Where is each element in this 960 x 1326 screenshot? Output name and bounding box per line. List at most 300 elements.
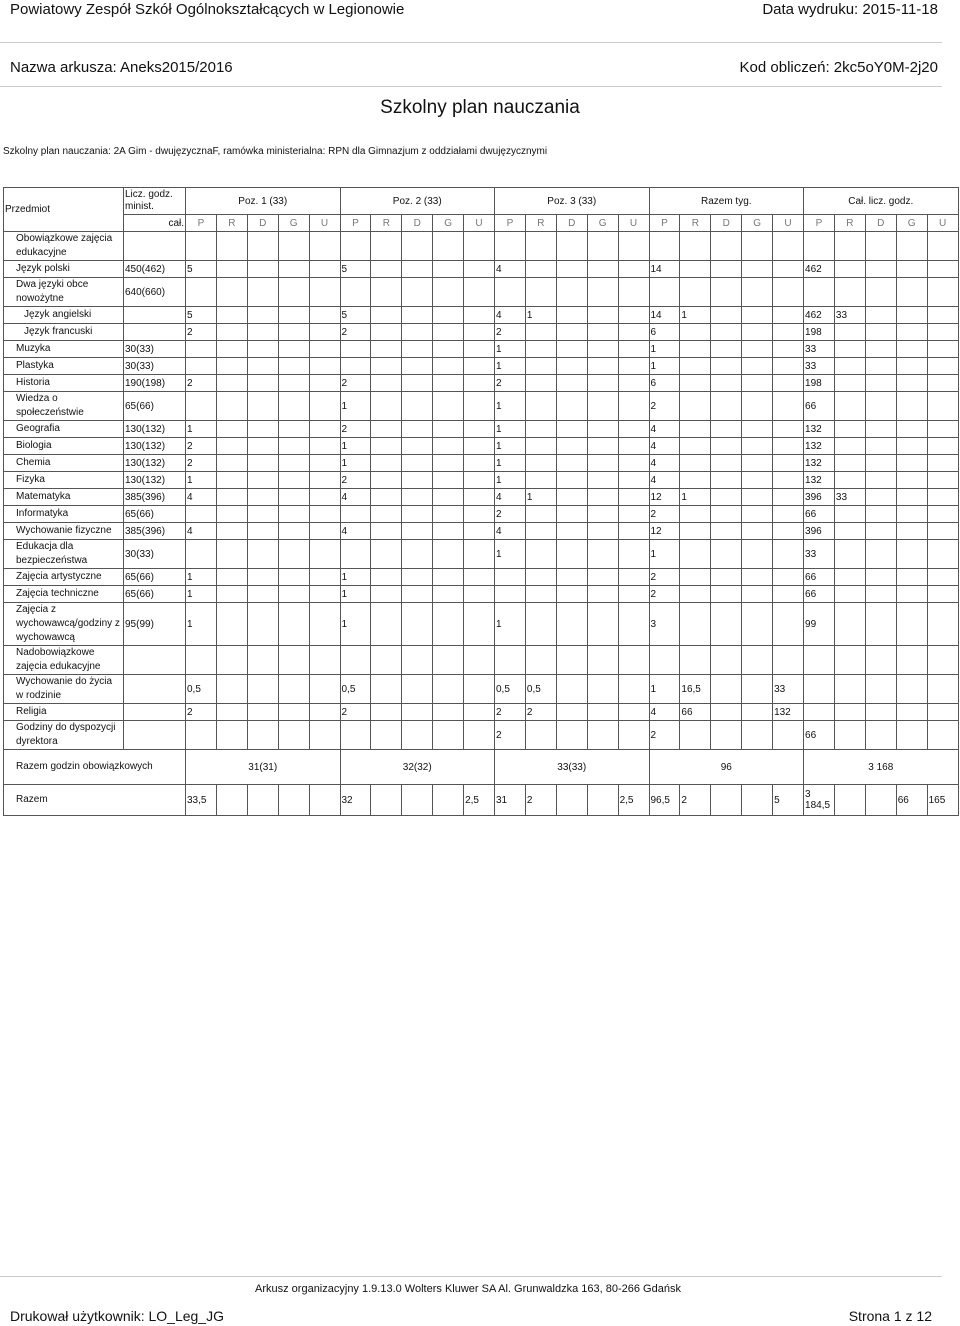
value-cell [525,506,556,523]
value-cell [464,675,495,704]
value-cell [464,489,495,506]
value-cell [773,341,804,358]
table-row [4,261,959,278]
value-cell [680,603,711,646]
value-cell [402,341,433,358]
value-cell [278,540,309,569]
value-cell: 5 [186,307,217,324]
value-cell [711,392,742,421]
value-cell [927,341,958,358]
subject-hours: 65(66) [124,506,186,523]
value-cell [896,704,927,721]
value-cell: 4 [495,523,526,540]
header-subcol: P [495,215,526,232]
value-cell: 132 [804,472,835,489]
header-group: Razem tyg. [649,188,804,215]
table-row [4,540,959,569]
value-cell [927,438,958,455]
razem-cell [834,785,865,816]
value-cell: 1 [649,358,680,375]
value-cell [618,489,649,506]
value-cell [865,675,896,704]
summary-p1: 31(31) [186,750,341,785]
table-row [4,358,959,375]
value-cell [464,261,495,278]
value-cell [371,472,402,489]
value-cell [927,704,958,721]
value-cell [309,261,340,278]
value-cell [834,603,865,646]
value-cell [587,261,618,278]
value-cell [927,586,958,603]
value-cell [711,455,742,472]
value-cell [371,324,402,341]
value-cell: 1 [186,472,217,489]
value-cell [587,472,618,489]
value-cell [525,646,556,675]
sheet-name: Nazwa arkusza: Aneks2015/2016 [10,59,233,76]
subject-hours: 30(33) [124,540,186,569]
value-cell: 1 [649,675,680,704]
value-cell [896,523,927,540]
value-cell [247,603,278,646]
value-cell [834,232,865,261]
value-cell [495,646,526,675]
header-subcol: D [711,215,742,232]
value-cell [278,603,309,646]
value-cell [587,455,618,472]
value-cell: 1 [340,603,371,646]
value-cell [742,358,773,375]
value-cell [525,232,556,261]
value-cell: 1 [525,489,556,506]
value-cell [927,523,958,540]
value-cell [340,278,371,307]
value-cell [927,506,958,523]
table-body [4,232,959,816]
value-cell [309,438,340,455]
value-cell [247,324,278,341]
value-cell [865,261,896,278]
subject-hours: 65(66) [124,569,186,586]
value-cell [433,472,464,489]
value-cell: 2 [340,704,371,721]
value-cell [216,489,247,506]
value-cell [773,392,804,421]
value-cell [433,523,464,540]
value-cell [834,261,865,278]
subject-hours [124,646,186,675]
value-cell: 1 [495,358,526,375]
header-group: Poz. 1 (33) [186,188,341,215]
value-cell [278,392,309,421]
value-cell [433,506,464,523]
page-number: Strona 1 z 12 [848,1308,932,1324]
value-cell [525,261,556,278]
value-cell [340,646,371,675]
value-cell [433,438,464,455]
value-cell [247,341,278,358]
value-cell [927,472,958,489]
value-cell: 1 [495,603,526,646]
table-row [4,472,959,489]
razem-cell [309,785,340,816]
value-cell [247,232,278,261]
value-cell [618,341,649,358]
value-cell [464,540,495,569]
value-cell [402,455,433,472]
value-cell [711,506,742,523]
value-cell [742,523,773,540]
value-cell [525,586,556,603]
value-cell: 33 [773,675,804,704]
table-row [4,392,959,421]
value-cell [371,341,402,358]
value-cell [587,586,618,603]
table-header [4,188,959,232]
value-cell [680,358,711,375]
value-cell [742,232,773,261]
subject-hours: 130(132) [124,438,186,455]
value-cell [464,375,495,392]
value-cell [680,646,711,675]
value-cell [433,324,464,341]
value-cell [216,232,247,261]
value-cell: 66 [804,506,835,523]
value-cell [834,324,865,341]
value-cell [186,358,217,375]
value-cell [773,472,804,489]
value-cell [309,586,340,603]
value-cell [278,704,309,721]
value-cell [433,489,464,506]
value-cell: 2 [186,375,217,392]
value-cell [556,540,587,569]
value-cell [587,341,618,358]
value-cell: 33 [804,358,835,375]
value-cell [680,392,711,421]
value-cell [402,232,433,261]
value-cell: 2 [186,704,217,721]
value-cell [834,278,865,307]
subject-hours: 130(132) [124,421,186,438]
value-cell [309,392,340,421]
value-cell: 6 [649,324,680,341]
value-cell [309,603,340,646]
value-cell [309,278,340,307]
table-row [4,586,959,603]
value-cell [834,675,865,704]
value-cell: 5 [186,261,217,278]
value-cell [773,307,804,324]
value-cell: 33 [834,307,865,324]
header-group: Cał. licz. godz. [804,188,959,215]
summary-total: 3 168 [804,750,959,785]
razem-cell: 33,5 [186,785,217,816]
subject-hours [124,324,186,341]
value-cell [402,523,433,540]
value-cell [247,421,278,438]
table-row [4,675,959,704]
value-cell: 1 [340,586,371,603]
value-cell [711,232,742,261]
value-cell [834,455,865,472]
value-cell [216,421,247,438]
value-cell: 1 [186,421,217,438]
razem-cell: 31 [495,785,526,816]
value-cell [247,358,278,375]
subject-name: Zajęcia z wychowawcą/godziny z wychowawcą [4,603,124,646]
subject-hours: 130(132) [124,472,186,489]
value-cell [247,278,278,307]
value-cell [618,358,649,375]
value-cell [742,646,773,675]
razem-cell [371,785,402,816]
value-cell [896,540,927,569]
value-cell [742,438,773,455]
value-cell: 1 [495,392,526,421]
value-cell [402,603,433,646]
value-cell [834,341,865,358]
value-cell [309,569,340,586]
razem-cell: 3 184,5 [804,785,835,816]
value-cell [865,489,896,506]
value-cell [896,421,927,438]
value-cell [587,421,618,438]
value-cell [402,392,433,421]
value-cell [711,341,742,358]
value-cell: 4 [340,523,371,540]
subject-name: Fizyka [4,472,124,489]
header-row-subcols [4,215,959,232]
value-cell [247,540,278,569]
summary-p3: 33(33) [495,750,650,785]
value-cell [247,506,278,523]
value-cell [680,472,711,489]
value-cell [278,261,309,278]
value-cell [247,586,278,603]
subject-hours [124,704,186,721]
value-cell [247,704,278,721]
value-cell: 2 [340,421,371,438]
value-cell [896,278,927,307]
value-cell [556,704,587,721]
value-cell [464,704,495,721]
value-cell [618,704,649,721]
value-cell [247,675,278,704]
value-cell [556,472,587,489]
value-cell [247,261,278,278]
razem-cell: 2 [525,785,556,816]
header-subcol: U [464,215,495,232]
table-row [4,646,959,675]
value-cell [804,646,835,675]
value-cell [649,278,680,307]
value-cell [618,392,649,421]
value-cell [340,721,371,750]
razem-cell: 32 [340,785,371,816]
value-cell [464,506,495,523]
value-cell: 1 [649,540,680,569]
value-cell [618,438,649,455]
value-cell [309,307,340,324]
value-cell [464,278,495,307]
value-cell: 66 [804,569,835,586]
subject-name: Nadobowiązkowe zajęcia edukacyjne [4,646,124,675]
table-row [4,721,959,750]
razem-cell [247,785,278,816]
value-cell [525,438,556,455]
value-cell: 1 [340,392,371,421]
value-cell [278,358,309,375]
value-cell [371,307,402,324]
value-cell [525,540,556,569]
value-cell: 0,5 [186,675,217,704]
razem-cell: 2,5 [618,785,649,816]
value-cell [247,375,278,392]
value-cell [371,261,402,278]
subject-hours [124,307,186,324]
value-cell [896,392,927,421]
value-cell: 462 [804,307,835,324]
value-cell: 4 [495,261,526,278]
value-cell [742,421,773,438]
value-cell [896,506,927,523]
value-cell [433,358,464,375]
value-cell [402,324,433,341]
value-cell [371,704,402,721]
value-cell [680,278,711,307]
value-cell [309,704,340,721]
value-cell [773,455,804,472]
value-cell [865,523,896,540]
subject-name: Język polski [4,261,124,278]
header-subcol: D [247,215,278,232]
value-cell: 2 [495,506,526,523]
value-cell [216,278,247,307]
table-row [4,278,959,307]
value-cell [927,324,958,341]
value-cell [525,421,556,438]
value-cell [618,523,649,540]
value-cell: 198 [804,324,835,341]
value-cell: 132 [773,704,804,721]
value-cell [216,261,247,278]
value-cell [834,472,865,489]
value-cell [556,421,587,438]
value-cell [711,261,742,278]
value-cell [587,375,618,392]
value-cell [309,232,340,261]
header-subcol: G [896,215,927,232]
value-cell [216,675,247,704]
table-row [4,603,959,646]
value-cell [587,569,618,586]
razem-cell [402,785,433,816]
value-cell: 2 [340,375,371,392]
subject-name: Dwa języki obce nowożytne [4,278,124,307]
value-cell [464,438,495,455]
subject-hours: 30(33) [124,341,186,358]
value-cell [804,675,835,704]
value-cell [186,232,217,261]
value-cell [433,540,464,569]
value-cell [680,438,711,455]
value-cell [247,438,278,455]
value-cell [865,392,896,421]
table-row [4,421,959,438]
value-cell [896,455,927,472]
value-cell [525,375,556,392]
value-cell [556,586,587,603]
sheet-header [10,59,938,76]
value-cell [402,375,433,392]
value-cell [340,506,371,523]
value-cell [587,704,618,721]
value-cell [525,278,556,307]
value-cell [742,721,773,750]
value-cell [371,523,402,540]
value-cell [927,232,958,261]
value-cell: 4 [495,307,526,324]
value-cell [618,455,649,472]
value-cell: 4 [649,704,680,721]
value-cell: 0,5 [525,675,556,704]
value-cell [278,341,309,358]
value-cell [742,472,773,489]
value-cell: 2 [340,324,371,341]
header-subcol: P [186,215,217,232]
header-subcol: U [309,215,340,232]
value-cell [340,341,371,358]
value-cell [464,358,495,375]
value-cell [309,375,340,392]
value-cell [896,324,927,341]
value-cell: 66 [680,704,711,721]
value-cell [556,569,587,586]
header-subcol: R [216,215,247,232]
value-cell: 5 [340,261,371,278]
value-cell [278,721,309,750]
value-cell [742,392,773,421]
value-cell [247,569,278,586]
value-cell [742,675,773,704]
value-cell: 4 [649,472,680,489]
value-cell [618,472,649,489]
value-cell [834,375,865,392]
value-cell [433,232,464,261]
value-cell [927,646,958,675]
subject-name: Godziny do dyspozycji dyrektora [4,721,124,750]
value-cell [711,324,742,341]
value-cell [216,307,247,324]
value-cell [278,232,309,261]
value-cell [742,341,773,358]
value-cell: 1 [495,421,526,438]
value-cell: 2 [649,569,680,586]
subject-hours: 385(396) [124,489,186,506]
value-cell [742,506,773,523]
value-cell: 2 [495,375,526,392]
value-cell [556,392,587,421]
value-cell [927,603,958,646]
value-cell [927,489,958,506]
value-cell: 4 [186,523,217,540]
value-cell [247,489,278,506]
value-cell [618,232,649,261]
subject-hours: 450(462) [124,261,186,278]
value-cell [216,358,247,375]
